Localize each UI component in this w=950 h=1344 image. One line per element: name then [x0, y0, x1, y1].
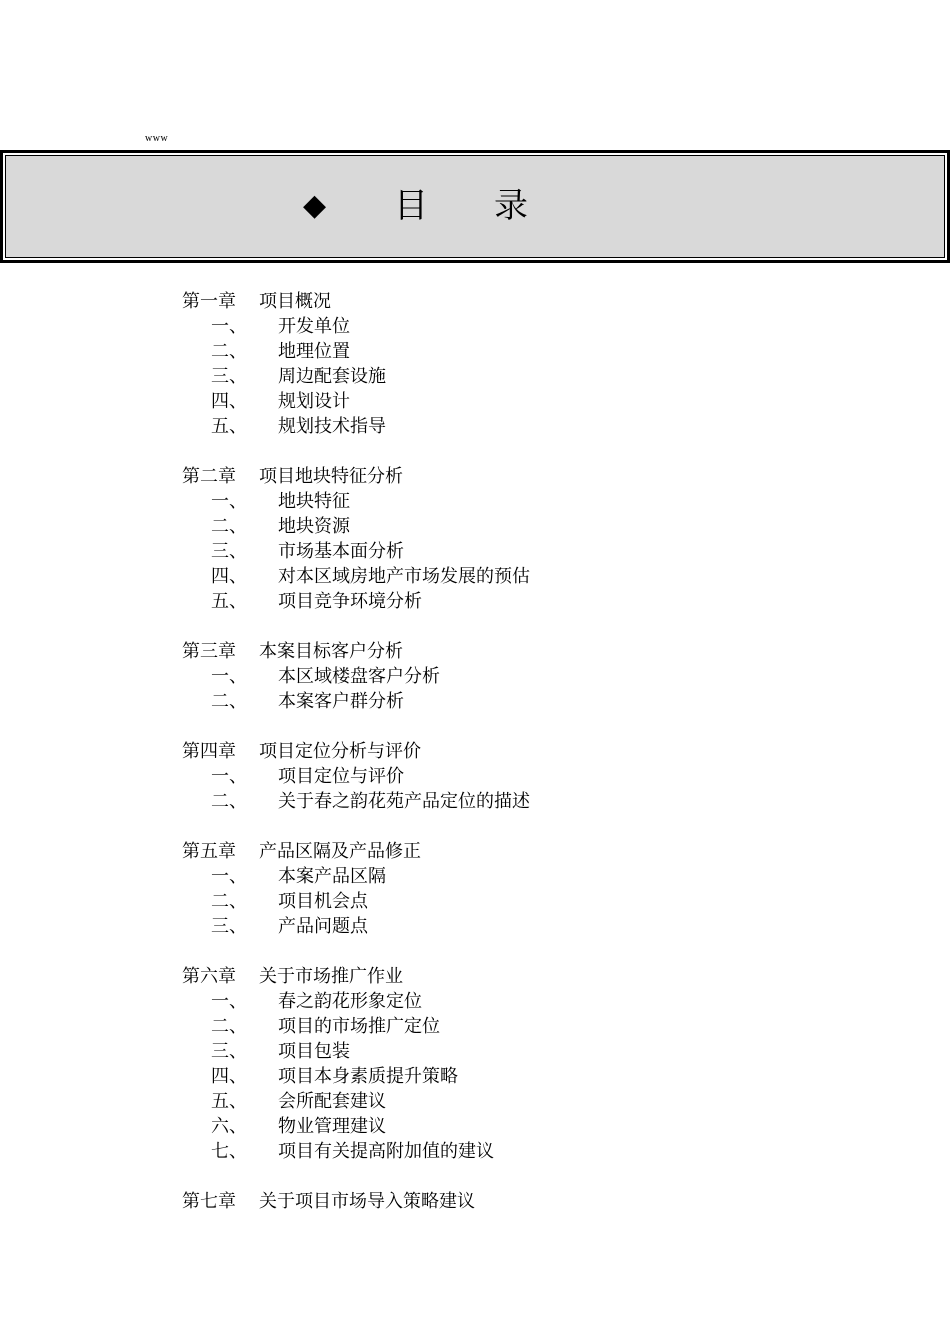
chapter-number: 第一章	[182, 291, 236, 312]
item-title: 市场基本面分析	[278, 541, 404, 562]
toc-item	[182, 389, 882, 414]
title-banner-inner	[5, 155, 945, 258]
chapter-title: 关于市场推广作业	[259, 966, 403, 987]
item-title: 项目包装	[278, 1041, 350, 1062]
chapter-number: 第五章	[182, 841, 236, 862]
toc-chapter	[182, 464, 882, 614]
chapter-title: 项目概况	[259, 291, 331, 312]
toc-chapter-heading	[182, 1189, 882, 1214]
toc-chapter-heading	[182, 964, 882, 989]
item-number: 一、	[211, 666, 247, 687]
toc-item	[182, 364, 882, 389]
toc-item	[182, 564, 882, 589]
item-number: 二、	[211, 691, 247, 712]
item-title: 对本区域房地产市场发展的预估	[278, 566, 530, 587]
toc-item	[182, 489, 882, 514]
item-title: 本区域楼盘客户分析	[278, 666, 440, 687]
toc-item	[182, 339, 882, 364]
item-title: 物业管理建议	[278, 1116, 386, 1137]
header-mark: www	[145, 133, 169, 144]
item-title: 周边配套设施	[278, 366, 386, 387]
item-number: 一、	[211, 766, 247, 787]
diamond-icon: ◆	[303, 188, 327, 223]
item-title: 项目的市场推广定位	[278, 1016, 440, 1037]
item-number: 七、	[211, 1141, 247, 1162]
toc-chapter-heading	[182, 839, 882, 864]
title-banner	[0, 150, 950, 263]
toc-item	[182, 539, 882, 564]
item-number: 三、	[211, 541, 247, 562]
toc-item	[182, 864, 882, 889]
toc-item	[182, 314, 882, 339]
item-title: 本案客户群分析	[278, 691, 404, 712]
item-title: 会所配套建议	[278, 1091, 386, 1112]
item-number: 五、	[211, 591, 247, 612]
toc-item	[182, 664, 882, 689]
chapter-number: 第七章	[182, 1191, 236, 1212]
toc-chapter	[182, 639, 882, 714]
toc-chapter-heading	[182, 289, 882, 314]
toc-item	[182, 1114, 882, 1139]
item-number: 一、	[211, 491, 247, 512]
toc-item	[182, 589, 882, 614]
item-title: 规划技术指导	[278, 416, 386, 437]
chapter-number: 第三章	[182, 641, 236, 662]
chapter-title: 产品区隔及产品修正	[259, 841, 421, 862]
item-number: 四、	[211, 1066, 247, 1087]
item-title: 项目定位与评价	[278, 766, 404, 787]
item-number: 二、	[211, 341, 247, 362]
item-number: 二、	[211, 516, 247, 537]
item-number: 三、	[211, 1041, 247, 1062]
toc-item	[182, 914, 882, 939]
page-title: 目录	[394, 186, 594, 226]
item-number: 五、	[211, 1091, 247, 1112]
item-number: 五、	[211, 416, 247, 437]
item-title: 项目竞争环境分析	[278, 591, 422, 612]
toc-item	[182, 1139, 882, 1164]
item-number: 二、	[211, 791, 247, 812]
item-number: 三、	[211, 916, 247, 937]
toc-item	[182, 989, 882, 1014]
item-number: 一、	[211, 316, 247, 337]
item-title: 项目本身素质提升策略	[278, 1066, 458, 1087]
toc-item	[182, 764, 882, 789]
item-title: 规划设计	[278, 391, 350, 412]
chapter-title: 关于项目市场导入策略建议	[259, 1191, 475, 1212]
item-number: 一、	[211, 991, 247, 1012]
toc-item	[182, 789, 882, 814]
toc-chapter	[182, 964, 882, 1164]
chapter-title: 本案目标客户分析	[259, 641, 403, 662]
toc-chapter	[182, 739, 882, 814]
table-of-contents	[182, 289, 882, 1239]
chapter-number: 第二章	[182, 466, 236, 487]
toc-item	[182, 414, 882, 439]
item-number: 六、	[211, 1116, 247, 1137]
toc-chapter	[182, 289, 882, 439]
toc-item	[182, 514, 882, 539]
item-title: 地理位置	[278, 341, 350, 362]
chapter-title: 项目定位分析与评价	[259, 741, 421, 762]
item-number: 二、	[211, 891, 247, 912]
item-title: 关于春之韵花苑产品定位的描述	[278, 791, 530, 812]
toc-item	[182, 889, 882, 914]
item-number: 三、	[211, 366, 247, 387]
toc-item	[182, 689, 882, 714]
item-title: 项目有关提高附加值的建议	[278, 1141, 494, 1162]
toc-chapter-heading	[182, 739, 882, 764]
item-title: 地块资源	[278, 516, 350, 537]
item-number: 四、	[211, 566, 247, 587]
item-title: 开发单位	[278, 316, 350, 337]
item-title: 产品问题点	[278, 916, 368, 937]
item-title: 本案产品区隔	[278, 866, 386, 887]
chapter-number: 第六章	[182, 966, 236, 987]
toc-chapter	[182, 1189, 882, 1214]
toc-chapter-heading	[182, 639, 882, 664]
toc-chapter	[182, 839, 882, 939]
toc-chapter-heading	[182, 464, 882, 489]
item-title: 项目机会点	[278, 891, 368, 912]
item-number: 一、	[211, 866, 247, 887]
item-number: 四、	[211, 391, 247, 412]
chapter-title: 项目地块特征分析	[259, 466, 403, 487]
toc-item	[182, 1089, 882, 1114]
toc-item	[182, 1064, 882, 1089]
toc-item	[182, 1014, 882, 1039]
toc-item	[182, 1039, 882, 1064]
chapter-number: 第四章	[182, 741, 236, 762]
item-title: 春之韵花形象定位	[278, 991, 422, 1012]
item-title: 地块特征	[278, 491, 350, 512]
item-number: 二、	[211, 1016, 247, 1037]
